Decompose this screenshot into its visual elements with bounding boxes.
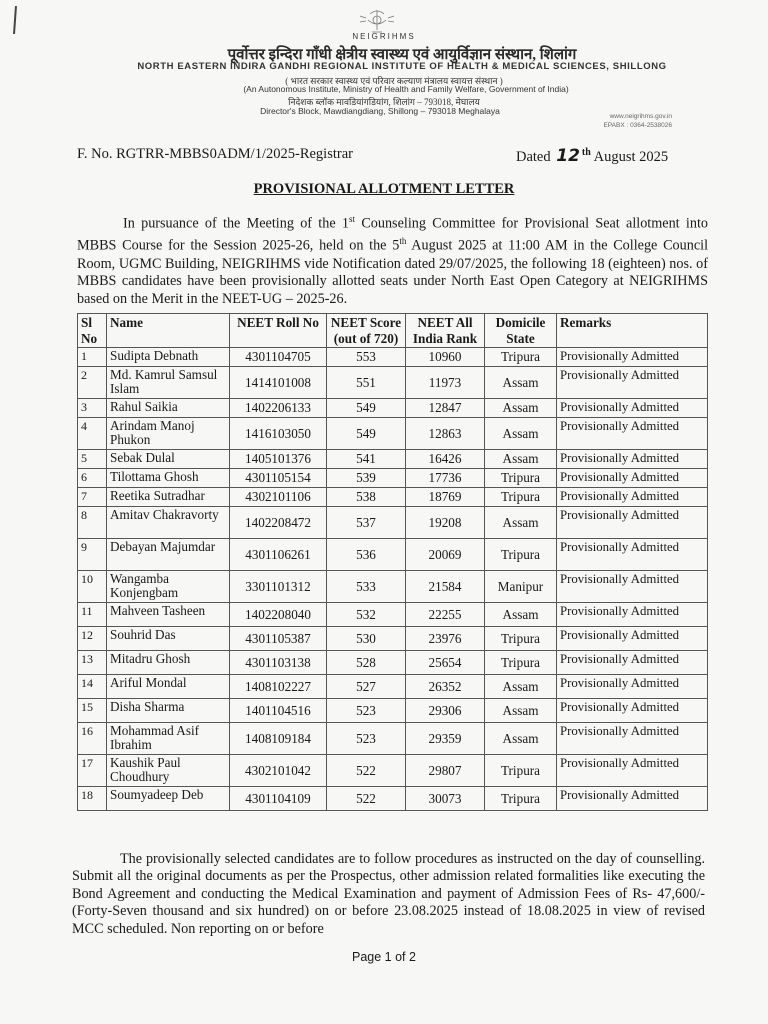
cell-score: 549 xyxy=(327,399,406,418)
institute-short-name: NEIGRIHMS xyxy=(352,32,416,41)
cell-name: Md. Kamrul Samsul Islam xyxy=(107,367,230,399)
cell-score: 538 xyxy=(327,488,406,507)
table-row xyxy=(78,675,708,699)
cell-roll: 4301106261 xyxy=(230,539,327,571)
cell-domicile: Tripura xyxy=(485,469,557,488)
cell-name: Kaushik Paul Choudhury xyxy=(107,755,230,787)
letter-date xyxy=(516,146,668,166)
col-roll: NEET Roll No xyxy=(230,314,327,348)
cell-remarks: Provisionally Admitted xyxy=(557,787,708,811)
ministry-line-hindi: ( भारत सरकार स्वास्थ्य एवं परिवार कल्याण मंत्रालय स्वायत्त संस्थान ) xyxy=(285,76,503,86)
cell-name: Mahveen Tasheen xyxy=(107,603,230,627)
cell-score: 530 xyxy=(327,627,406,651)
cell-domicile: Tripura xyxy=(485,787,557,811)
cell-sl: 8 xyxy=(78,507,107,539)
dated-month-year: August 2025 xyxy=(593,149,669,165)
cell-rank: 22255 xyxy=(406,603,485,627)
cell-rank: 12863 xyxy=(406,418,485,450)
table-row xyxy=(78,787,708,811)
address-line-hindi: निदेशक ब्लॉक मावडियांगडियांग, शिलांग – 793018, मेघालय xyxy=(288,97,480,107)
cell-roll: 1416103050 xyxy=(230,418,327,450)
cell-name: Rahul Saikia xyxy=(107,399,230,418)
cell-rank: 18769 xyxy=(406,488,485,507)
table-row xyxy=(78,488,708,507)
cell-rank: 16426 xyxy=(406,450,485,469)
cell-rank: 29306 xyxy=(406,699,485,723)
cell-rank: 11973 xyxy=(406,367,485,399)
cell-domicile: Assam xyxy=(485,723,557,755)
cell-remarks: Provisionally Admitted xyxy=(557,507,708,539)
cell-name: Mohammad Asif Ibrahim xyxy=(107,723,230,755)
cell-domicile: Tripura xyxy=(485,539,557,571)
table-row xyxy=(78,418,708,450)
cell-sl: 2 xyxy=(78,367,107,399)
cell-remarks: Provisionally Admitted xyxy=(557,367,708,399)
cell-remarks: Provisionally Admitted xyxy=(557,539,708,571)
cell-score: 539 xyxy=(327,469,406,488)
table-row xyxy=(78,627,708,651)
cell-domicile: Assam xyxy=(485,603,557,627)
cell-roll: 4301104705 xyxy=(230,348,327,367)
cell-sl: 13 xyxy=(78,651,107,675)
allotment-table xyxy=(77,313,708,811)
cell-roll: 4301105154 xyxy=(230,469,327,488)
table-row xyxy=(78,571,708,603)
cell-score: 533 xyxy=(327,571,406,603)
cell-rank: 19208 xyxy=(406,507,485,539)
cell-name: Wangamba Konjengbam xyxy=(107,571,230,603)
instructions-paragraph: The provisionally selected candidates are to follow procedures as instructed on the day of counselling. Submit all the original documents as per the Prospectus, other admission related formalities like executing the Bond Agreement and conducting the Medical Examination and payment of Admission Fees of Rs- 47,600/- (Forty-Seven thousand and six hundred) on or before 23.08.2025 instead of 18.08.2025 in view of revised MCC scheduled. Non reporting on or before xyxy=(72,851,705,937)
dated-sup: th xyxy=(581,147,591,159)
cell-score: 522 xyxy=(327,755,406,787)
cell-remarks: Provisionally Admitted xyxy=(557,627,708,651)
cell-sl: 11 xyxy=(78,603,107,627)
cell-remarks: Provisionally Admitted xyxy=(557,603,708,627)
cell-rank: 29807 xyxy=(406,755,485,787)
cell-remarks: Provisionally Admitted xyxy=(557,699,708,723)
cell-sl: 18 xyxy=(78,787,107,811)
cell-score: 532 xyxy=(327,603,406,627)
cell-name: Arindam Manoj Phukon xyxy=(107,418,230,450)
cell-roll: 1405101376 xyxy=(230,450,327,469)
cell-roll: 4301103138 xyxy=(230,651,327,675)
cell-roll: 4301104109 xyxy=(230,787,327,811)
cell-domicile: Tripura xyxy=(485,755,557,787)
cell-name: Sebak Dulal xyxy=(107,450,230,469)
contact-block xyxy=(603,112,672,130)
cell-sl: 9 xyxy=(78,539,107,571)
institute-name-english: NORTH EASTERN INDIRA GANDHI REGIONAL INSTITUTE OF HEALTH & MEDICAL SCIENCES, SHILLONG xyxy=(137,61,667,72)
cell-roll: 1408102227 xyxy=(230,675,327,699)
cell-name: Debayan Majumdar xyxy=(107,539,230,571)
cell-roll: 1402206133 xyxy=(230,399,327,418)
table-row xyxy=(78,507,708,539)
cell-score: 553 xyxy=(327,348,406,367)
cell-score: 549 xyxy=(327,418,406,450)
cell-domicile: Manipur xyxy=(485,571,557,603)
page-number: Page 1 of 2 xyxy=(352,950,416,964)
cell-rank: 20069 xyxy=(406,539,485,571)
cell-score: 522 xyxy=(327,787,406,811)
cell-roll: 1408109184 xyxy=(230,723,327,755)
address-line-english: Director's Block, Mawdiangdiang, Shillong – 793018 Meghalaya xyxy=(260,106,500,116)
cell-name: Soumyadeep Deb xyxy=(107,787,230,811)
cell-rank: 23976 xyxy=(406,627,485,651)
intro-paragraph: In pursuance of the Meeting of the 1st Counseling Committee for Provisional Seat allotment into MBBS Course for the Session 2025-26, held on the 5th August 2025 at 11:00 AM in the College Council Room, UGMC Building, NEIGRIHMS vide Notification dated 29/07/2025, the following 18 (eighteen) nos. of MBBS candidates have been provisionally allotted seats under North East Open Category at NEIGRIHMS based on the Merit in the NEET-UG – 2025-26. xyxy=(77,214,709,307)
ministry-line-english: (An Autonomous Institute, Ministry of Health and Family Welfare, Government of India) xyxy=(243,84,569,94)
table-row xyxy=(78,699,708,723)
col-domicile: Domicile State xyxy=(485,314,557,348)
cell-remarks: Provisionally Admitted xyxy=(557,469,708,488)
cell-name: Mitadru Ghosh xyxy=(107,651,230,675)
cell-roll: 1402208040 xyxy=(230,603,327,627)
cell-roll: 3301101312 xyxy=(230,571,327,603)
cell-sl: 1 xyxy=(78,348,107,367)
file-number: F. No. RGTRR-MBBS0ADM/1/2025-Registrar xyxy=(77,146,353,162)
cell-rank: 21584 xyxy=(406,571,485,603)
table-row xyxy=(78,469,708,488)
col-sl: Sl No xyxy=(78,314,107,348)
cell-sl: 4 xyxy=(78,418,107,450)
col-remarks: Remarks xyxy=(557,314,708,348)
col-score: NEET Score (out of 720) xyxy=(327,314,406,348)
cell-name: Ariful Mondal xyxy=(107,675,230,699)
cell-rank: 25654 xyxy=(406,651,485,675)
cell-rank: 26352 xyxy=(406,675,485,699)
cell-roll: 4302101042 xyxy=(230,755,327,787)
cell-sl: 12 xyxy=(78,627,107,651)
table-row xyxy=(78,348,708,367)
col-rank: NEET All India Rank xyxy=(406,314,485,348)
cell-remarks: Provisionally Admitted xyxy=(557,755,708,787)
dated-label: Dated xyxy=(516,149,551,165)
cell-roll: 4302101106 xyxy=(230,488,327,507)
cell-rank: 10960 xyxy=(406,348,485,367)
cell-remarks: Provisionally Admitted xyxy=(557,723,708,755)
table-row xyxy=(78,723,708,755)
institute-name-hindi: पूर्वोत्तर इन्दिरा गाँधी क्षेत्रीय स्वास्थ्य एवं आयुर्विज्ञान संस्थान, शिलांग xyxy=(227,47,577,63)
cell-domicile: Tripura xyxy=(485,627,557,651)
table-row xyxy=(78,450,708,469)
table-row xyxy=(78,603,708,627)
cell-name: Amitav Chakravorty xyxy=(107,507,230,539)
cell-rank: 17736 xyxy=(406,469,485,488)
table-row xyxy=(78,651,708,675)
cell-score: 523 xyxy=(327,699,406,723)
cell-score: 528 xyxy=(327,651,406,675)
cell-remarks: Provisionally Admitted xyxy=(557,348,708,367)
cell-domicile: Tripura xyxy=(485,488,557,507)
cell-domicile: Assam xyxy=(485,399,557,418)
table-row xyxy=(78,539,708,571)
cell-name: Sudipta Debnath xyxy=(107,348,230,367)
cell-rank: 29359 xyxy=(406,723,485,755)
cell-name: Tilottama Ghosh xyxy=(107,469,230,488)
cell-domicile: Assam xyxy=(485,699,557,723)
cell-remarks: Provisionally Admitted xyxy=(557,651,708,675)
cell-domicile: Tripura xyxy=(485,348,557,367)
cell-name: Reetika Sutradhar xyxy=(107,488,230,507)
cell-remarks: Provisionally Admitted xyxy=(557,571,708,603)
cell-remarks: Provisionally Admitted xyxy=(557,399,708,418)
website: www.neigrihms.gov.in xyxy=(609,113,672,120)
cell-sl: 14 xyxy=(78,675,107,699)
cell-domicile: Assam xyxy=(485,418,557,450)
cell-name: Disha Sharma xyxy=(107,699,230,723)
cell-sl: 3 xyxy=(78,399,107,418)
table-row xyxy=(78,399,708,418)
cell-domicile: Assam xyxy=(485,507,557,539)
cell-name: Souhrid Das xyxy=(107,627,230,651)
cell-remarks: Provisionally Admitted xyxy=(557,675,708,699)
cell-rank: 12847 xyxy=(406,399,485,418)
cell-roll: 1414101008 xyxy=(230,367,327,399)
table-row xyxy=(78,367,708,399)
cell-score: 523 xyxy=(327,723,406,755)
cell-score: 537 xyxy=(327,507,406,539)
col-name: Name xyxy=(107,314,230,348)
cell-sl: 6 xyxy=(78,469,107,488)
cell-domicile: Assam xyxy=(485,450,557,469)
cell-roll: 1401104516 xyxy=(230,699,327,723)
cell-sl: 15 xyxy=(78,699,107,723)
dated-day: 12 xyxy=(556,146,580,166)
cell-domicile: Assam xyxy=(485,675,557,699)
cell-sl: 17 xyxy=(78,755,107,787)
table-header-row xyxy=(78,314,708,348)
cell-sl: 10 xyxy=(78,571,107,603)
cell-roll: 4301105387 xyxy=(230,627,327,651)
cell-domicile: Assam xyxy=(485,367,557,399)
cell-roll: 1402208472 xyxy=(230,507,327,539)
cell-score: 527 xyxy=(327,675,406,699)
pen-mark xyxy=(13,6,17,34)
cell-domicile: Tripura xyxy=(485,651,557,675)
cell-remarks: Provisionally Admitted xyxy=(557,450,708,469)
letter-title: PROVISIONAL ALLOTMENT LETTER xyxy=(253,181,515,197)
cell-remarks: Provisionally Admitted xyxy=(557,418,708,450)
cell-score: 536 xyxy=(327,539,406,571)
cell-sl: 16 xyxy=(78,723,107,755)
cell-score: 551 xyxy=(327,367,406,399)
cell-score: 541 xyxy=(327,450,406,469)
table-row xyxy=(78,755,708,787)
cell-sl: 5 xyxy=(78,450,107,469)
cell-rank: 30073 xyxy=(406,787,485,811)
cell-sl: 7 xyxy=(78,488,107,507)
cell-remarks: Provisionally Admitted xyxy=(557,488,708,507)
phone: EPABX : 0364-2538026 xyxy=(603,122,672,129)
